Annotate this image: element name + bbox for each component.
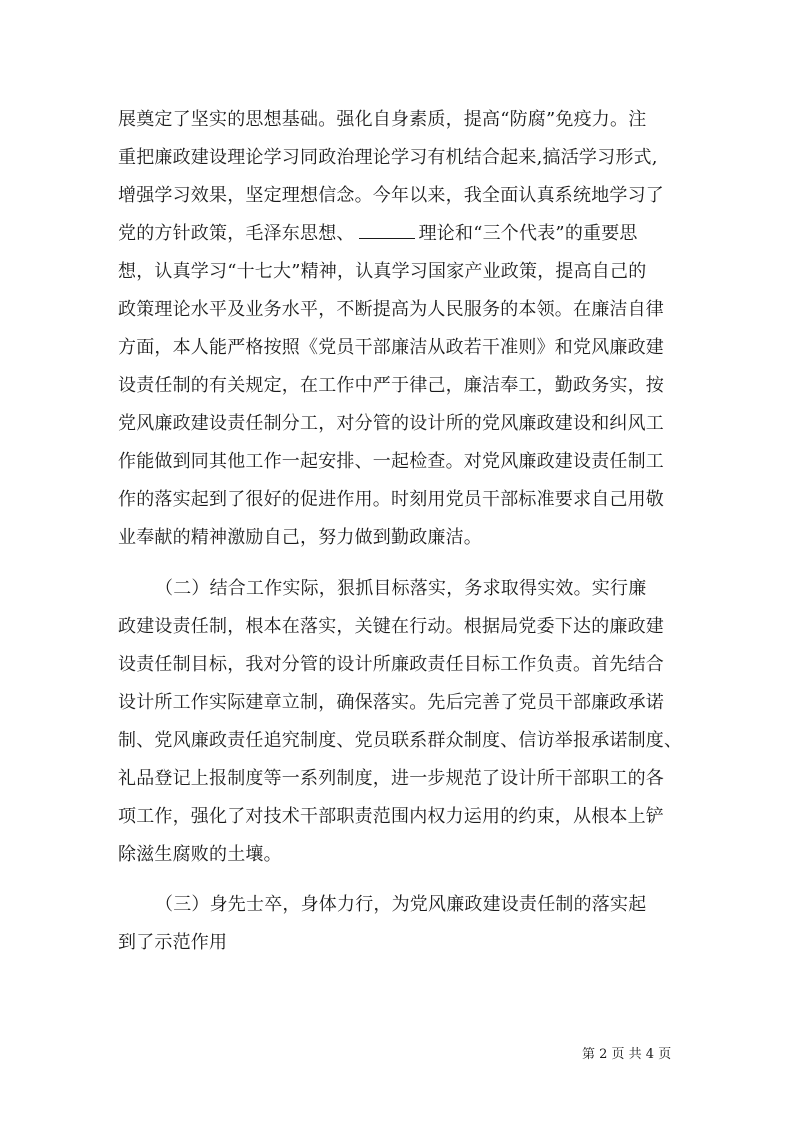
paragraph-line: 项工作，强化了对技术干部职责范围内权力运用的约束，从根本上铲 <box>118 806 664 827</box>
paragraph-line: 重把廉政建设理论学习同政治理论学习有机结合起来,搞活学习形式, <box>118 147 658 168</box>
page-number-footer: 第 2 页 共 4 页 <box>582 1047 672 1062</box>
paragraph-line: 设责任制目标，我对分管的设计所廉政责任目标工作负责。首先结合 <box>118 654 664 675</box>
paragraph-line: 政策理论水平及业务水平，不断提高为人民服务的本领。在廉洁自律 <box>118 299 664 320</box>
paragraph-line: 政建设责任制，根本在落实，关键在行动。根据局党委下达的廉政建 <box>118 616 664 637</box>
line-segment: 理论和“三个代表”的重要思 <box>418 223 638 244</box>
paragraph-line: 增强学习效果，坚定理想信念。今年以来，我全面认真系统地学习了 <box>118 185 664 206</box>
line-segment: 党的方针政策，毛泽东思想、 <box>118 223 355 244</box>
paragraph-line: 设计所工作实际建章立制，确保落实。先后完善了党员干部廉政承诺 <box>118 692 664 713</box>
paragraph-line: 设责任制的有关规定，在工作中严于律己，廉洁奉工，勤政务实，按 <box>118 375 664 396</box>
paragraph-line: 作能做到同其他工作一起安排、一起检查。对党风廉政建设责任制工 <box>118 451 664 472</box>
paragraph-line: 业奉献的精神激励自己，努力做到勤政廉洁。 <box>118 527 482 548</box>
paragraph-line: 制、党风廉政责任追究制度、党员联系群众制度、信访举报承诺制度、 <box>118 730 683 751</box>
section-heading-line: （三）身先士卒，身体力行，为党风廉政建设责任制的落实起 <box>155 894 647 915</box>
paragraph-line-with-blank <box>118 222 638 246</box>
paragraph-line: 展奠定了坚实的思想基础。强化自身素质，提高“防腐”免疫力。注 <box>118 109 647 130</box>
fill-in-blank <box>359 222 415 239</box>
paragraph-line: 方面，本人能严格按照《党员干部廉洁从政若干准则》和党风廉政建 <box>118 337 664 358</box>
paragraph-line: 党风廉政建设责任制分工，对分管的设计所的党风廉政建设和纠风工 <box>118 413 664 434</box>
paragraph-line: 礼品登记上报制度等一系列制度，进一步规范了设计所干部职工的各 <box>118 768 664 789</box>
paragraph-line: 想，认真学习“十七大”精神，认真学习国家产业政策，提高自己的 <box>118 261 647 282</box>
paragraph-line: 除滋生腐败的土壤。 <box>118 844 282 865</box>
section-heading-line: （二）结合工作实际，狠抓目标落实，务求取得实效。实行廉 <box>155 578 647 599</box>
paragraph-line: 作的落实起到了很好的促进作用。时刻用党员干部标准要求自己用敬 <box>118 489 664 510</box>
paragraph-line: 到了示范作用 <box>118 932 228 953</box>
